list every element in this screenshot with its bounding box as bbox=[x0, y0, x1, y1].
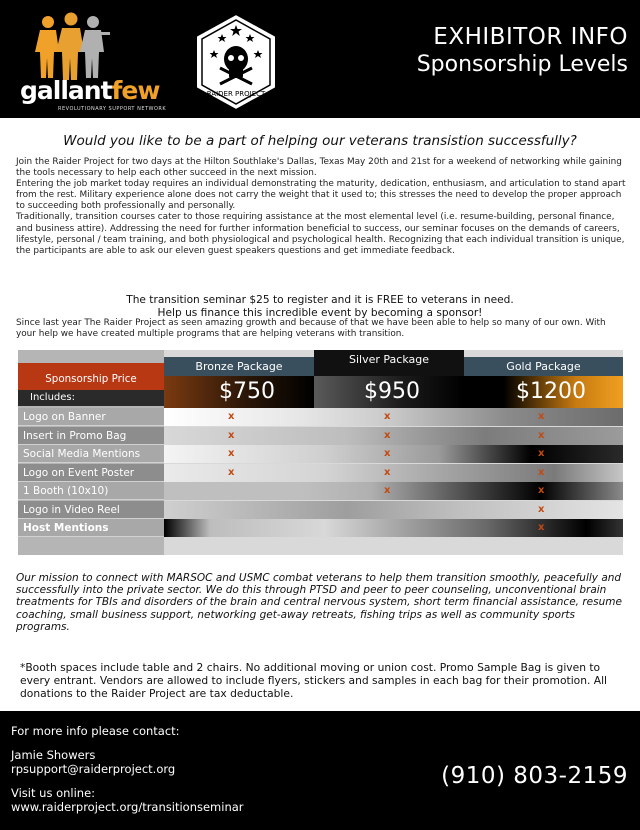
includes-label: Includes: bbox=[18, 390, 164, 406]
gallant-few-wordmark: gallantfew bbox=[20, 76, 160, 105]
bronze-package-header: Bronze Package bbox=[164, 357, 314, 376]
included-mark: x bbox=[384, 448, 391, 459]
included-mark: x bbox=[384, 485, 391, 496]
visit-url[interactable]: www.raiderproject.org/transitionseminar bbox=[11, 800, 244, 814]
row-label: Logo on Banner bbox=[18, 408, 164, 426]
silver-package-header: Silver Package bbox=[349, 353, 429, 366]
mission-statement: Our mission to connect with MARSOC and USMC combat veterans to help them transition smoothly, peacefully and successfully into the private sector. We do this through PTSD and peer to peer counseling, unconventional brain treatments for TBIs and disorders of the brain and central nervous system, short term financial assistance, resume coaching, small business support, networking get-away retreats, fishing trips as well as community sports programs. bbox=[16, 572, 622, 633]
included-mark: x bbox=[538, 448, 545, 459]
table-row bbox=[18, 464, 623, 482]
row-label: 1 Booth (10x10) bbox=[18, 482, 164, 500]
included-mark: x bbox=[228, 411, 235, 422]
included-mark: x bbox=[384, 411, 391, 422]
visit-label: Visit us online: bbox=[11, 786, 96, 800]
register-line: The transition seminar $25 to register and it is FREE to veterans in need. bbox=[126, 294, 514, 306]
table-row bbox=[18, 519, 623, 537]
intro-body bbox=[16, 157, 626, 257]
contact-name: Jamie Showers bbox=[11, 748, 96, 762]
sponsor-line: Help us finance this incredible event by becoming a sponsor! bbox=[157, 307, 483, 319]
badge-text: RAIDER PROJECT bbox=[206, 90, 266, 98]
row-bar bbox=[164, 501, 623, 519]
included-mark: x bbox=[538, 522, 545, 533]
gold-package-header: Gold Package bbox=[464, 357, 623, 377]
gold-price bbox=[464, 376, 623, 408]
included-mark: x bbox=[384, 466, 391, 478]
phone-number[interactable]: (910) 803-2159 bbox=[441, 763, 628, 789]
included-mark: x bbox=[228, 466, 235, 478]
bronze-price-value: $750 bbox=[219, 379, 275, 404]
included-mark: x bbox=[538, 503, 545, 515]
table-row bbox=[18, 501, 623, 519]
silver-price bbox=[314, 376, 464, 408]
row-bar bbox=[164, 482, 623, 500]
footer bbox=[0, 711, 640, 830]
contact-email[interactable]: rpsupport@raiderproject.org bbox=[11, 762, 176, 776]
soldiers-silhouette-icon bbox=[26, 10, 116, 80]
row-bar bbox=[164, 519, 623, 537]
included-mark: x bbox=[384, 429, 391, 441]
page-subtitle: Sponsorship Levels bbox=[416, 52, 628, 77]
booth-note: *Booth spaces include table and 2 chairs. No additional moving or union cost. Promo Sample Bag is given to every entrant. Vendors are allowed to include flyers, stickers and samples in each bag for their promotion. All donations to the Raider Project are tax deductable. bbox=[20, 661, 608, 700]
row-label: Host Mentions bbox=[18, 519, 164, 537]
included-mark: x bbox=[538, 411, 545, 422]
bronze-price bbox=[164, 376, 314, 408]
silver-price-value: $950 bbox=[364, 379, 420, 404]
header-banner bbox=[0, 0, 640, 118]
intro-question: Would you like to be a part of helping our veterans transistion successfully? bbox=[63, 133, 577, 149]
sponsorship-table bbox=[18, 350, 623, 555]
table-row bbox=[18, 445, 623, 463]
table-row bbox=[18, 427, 623, 445]
gallant-few-tagline: REVOLUTIONARY SUPPORT NETWORK bbox=[58, 106, 167, 112]
included-mark: x bbox=[538, 429, 545, 441]
included-mark: x bbox=[228, 429, 235, 441]
sponsorship-price-label: Sponsorship Price bbox=[18, 363, 164, 396]
intro-paragraph: Entering the job market today requires an individual demonstrating the maturity, dedication, enthusiasm, and articulation to stand apart from the rest. Military experience alone does not carry the weight that it used to; this stresses the need to develop the proper approach to succeeding both professionally and personally. bbox=[16, 179, 626, 212]
header-title-block bbox=[417, 24, 628, 77]
raider-project-badge-icon bbox=[192, 12, 280, 112]
row-label: Logo in Video Reel bbox=[18, 501, 164, 519]
page-title: EXHIBITOR INFO bbox=[433, 24, 628, 50]
row-label: Social Media Mentions bbox=[18, 445, 164, 463]
included-mark: x bbox=[538, 466, 545, 478]
row-label: Logo on Event Poster bbox=[18, 464, 164, 482]
table-row bbox=[18, 482, 623, 500]
table-row bbox=[18, 408, 623, 426]
gold-price-value: $1200 bbox=[516, 379, 586, 404]
growth-paragraph: Since last year The Raider Project as seen amazing growth and because of that we have been able to help so many of our own. With your help we have created multiple programs that are helping veterans with transition. bbox=[16, 318, 606, 339]
intro-paragraph: Join the Raider Project for two days at the Hilton Southlake's Dallas, Texas May 20th and 21st for a weekend of networking while gaining the tools necessary to help each other succeed in the next mission. bbox=[16, 157, 622, 179]
intro-paragraph: Traditionally, transition courses cater to those requiring assistance at the most elemental level (i.e. resume-building, personal finance, and business attire). Addressing the need for further information beneficial to success, our seminar focuses on the demands of careers, lifestyle, personal / team training, and both physiological and psychological health. Recognizing that each individual transition is unique, the participants are able to ask our eleven guest speakers questions and get immediate feedback. bbox=[16, 212, 625, 256]
gallant-few-logo bbox=[18, 10, 188, 110]
included-mark: x bbox=[228, 448, 235, 459]
row-label: Insert in Promo Bag bbox=[18, 427, 164, 445]
contact-heading: For more info please contact: bbox=[11, 724, 180, 738]
included-mark: x bbox=[538, 485, 545, 496]
